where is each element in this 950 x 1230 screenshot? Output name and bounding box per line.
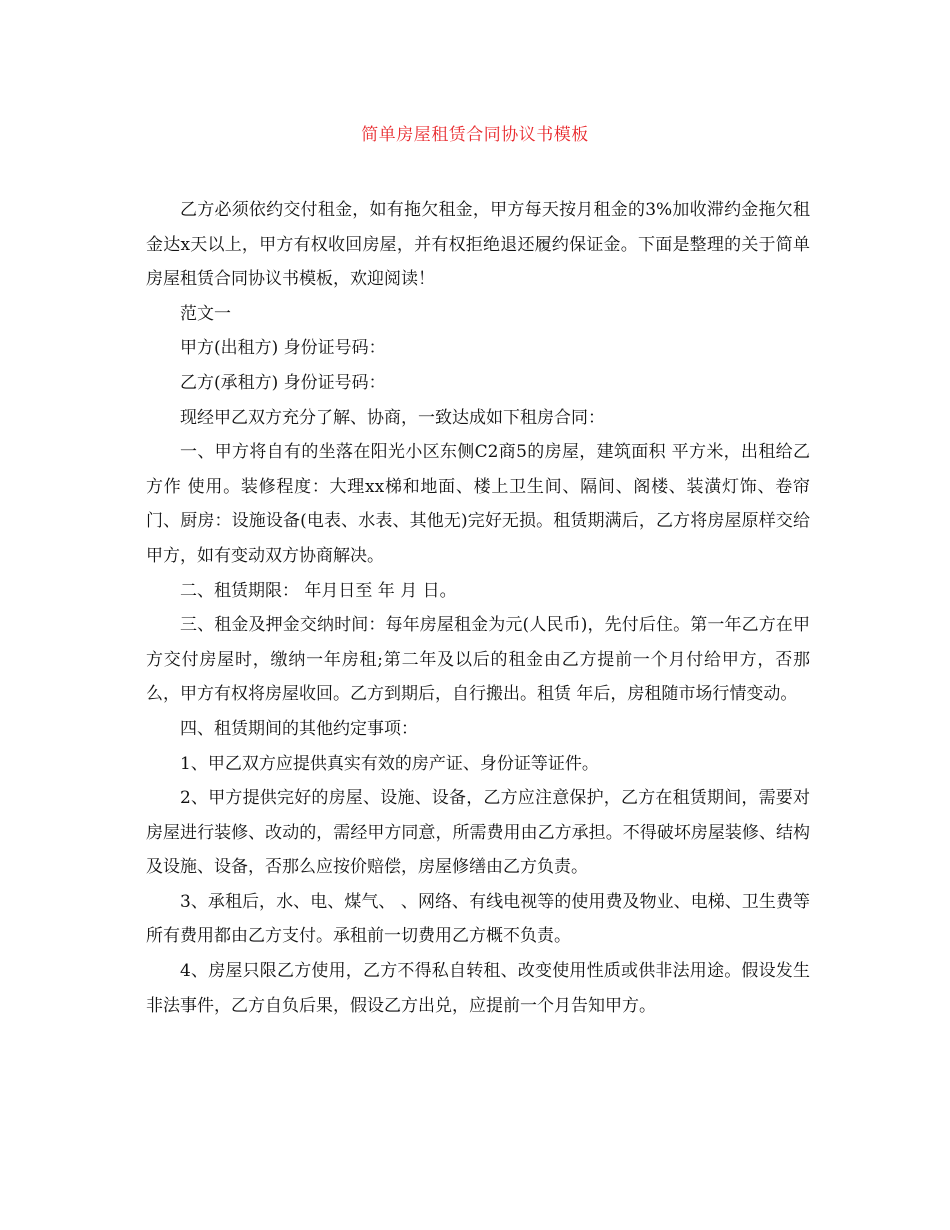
- paragraph-clause-1: 一、甲方将自有的坐落在阳光小区东侧C2商5的房屋，建筑面积 平方米，出租给乙方作 使用。装修程度：大理xx梯和地面、楼上卫生间、隔间、阁楼、装潢灯饰、卷帘门、厨房：设施设备(电表、水表、其他无)完好无损。租赁期满后，乙方将房屋原样交给甲方，如有变动双方协商解决。: [146, 442, 810, 566]
- paragraph-sample-heading: 范文一: [180, 303, 231, 324]
- document-title: 简单房屋租赁合同协议书模板: [361, 125, 589, 145]
- paragraph-party-b: 乙方(承租方) 身份证号码：: [180, 372, 386, 393]
- paragraph-item-2: 2、甲方提供完好的房屋、设施、设备，乙方应注意保护，乙方在租赁期间，需要对房屋进行装修、改动的，需经甲方同意，所需费用由乙方承担。不得破坏房屋装修、结构及设施、设备，否那么应按价赔偿，房屋修缮由乙方负责。: [146, 788, 810, 878]
- document-body: [146, 193, 810, 1023]
- paragraph-clause-2: 二、租赁期限： 年月日至 年 月 日。: [180, 580, 457, 601]
- paragraph-item-1: 1、甲乙双方应提供真实有效的房产证、身份证等证件。: [180, 753, 599, 774]
- paragraph-clause-4: 四、租赁期间的其他约定事项：: [180, 718, 418, 739]
- paragraph-item-4: 4、房屋只限乙方使用，乙方不得私自转租、改变使用性质或供非法用途。假设发生非法事件，乙方自负后果，假设乙方出兑，应提前一个月告知甲方。: [146, 961, 810, 1016]
- paragraph-item-3: 3、承租后，水、电、煤气、 、网络、有线电视等的使用费及物业、电梯、卫生费等所有费用都由乙方支付。承租前一切费用乙方概不负责。: [146, 891, 810, 947]
- paragraph-intro: 乙方必须依约交付租金，如有拖欠租金，甲方每天按月租金的3%加收滞约金拖欠租金达x天以上，甲方有权收回房屋，并有权拒绝退还履约保证金。下面是整理的关于简单房屋租赁合同协议书模板，欢迎阅读！: [146, 200, 810, 290]
- paragraph-clause-3: 三、租金及押金交纳时间：每年房屋租金为元(人民币)，先付后住。第一年乙方在甲方交付房屋时，缴纳一年房租;第二年及以后的租金由乙方提前一个月付给甲方，否那么，甲方有权将房屋收回。乙方到期后，自行搬出。租赁 年后，房租随市场行情变动。: [146, 615, 810, 705]
- paragraph-agreement: 现经甲乙双方充分了解、协商，一致达成如下租房合同：: [180, 407, 605, 428]
- paragraph-party-a: 甲方(出租方) 身份证号码：: [180, 338, 386, 359]
